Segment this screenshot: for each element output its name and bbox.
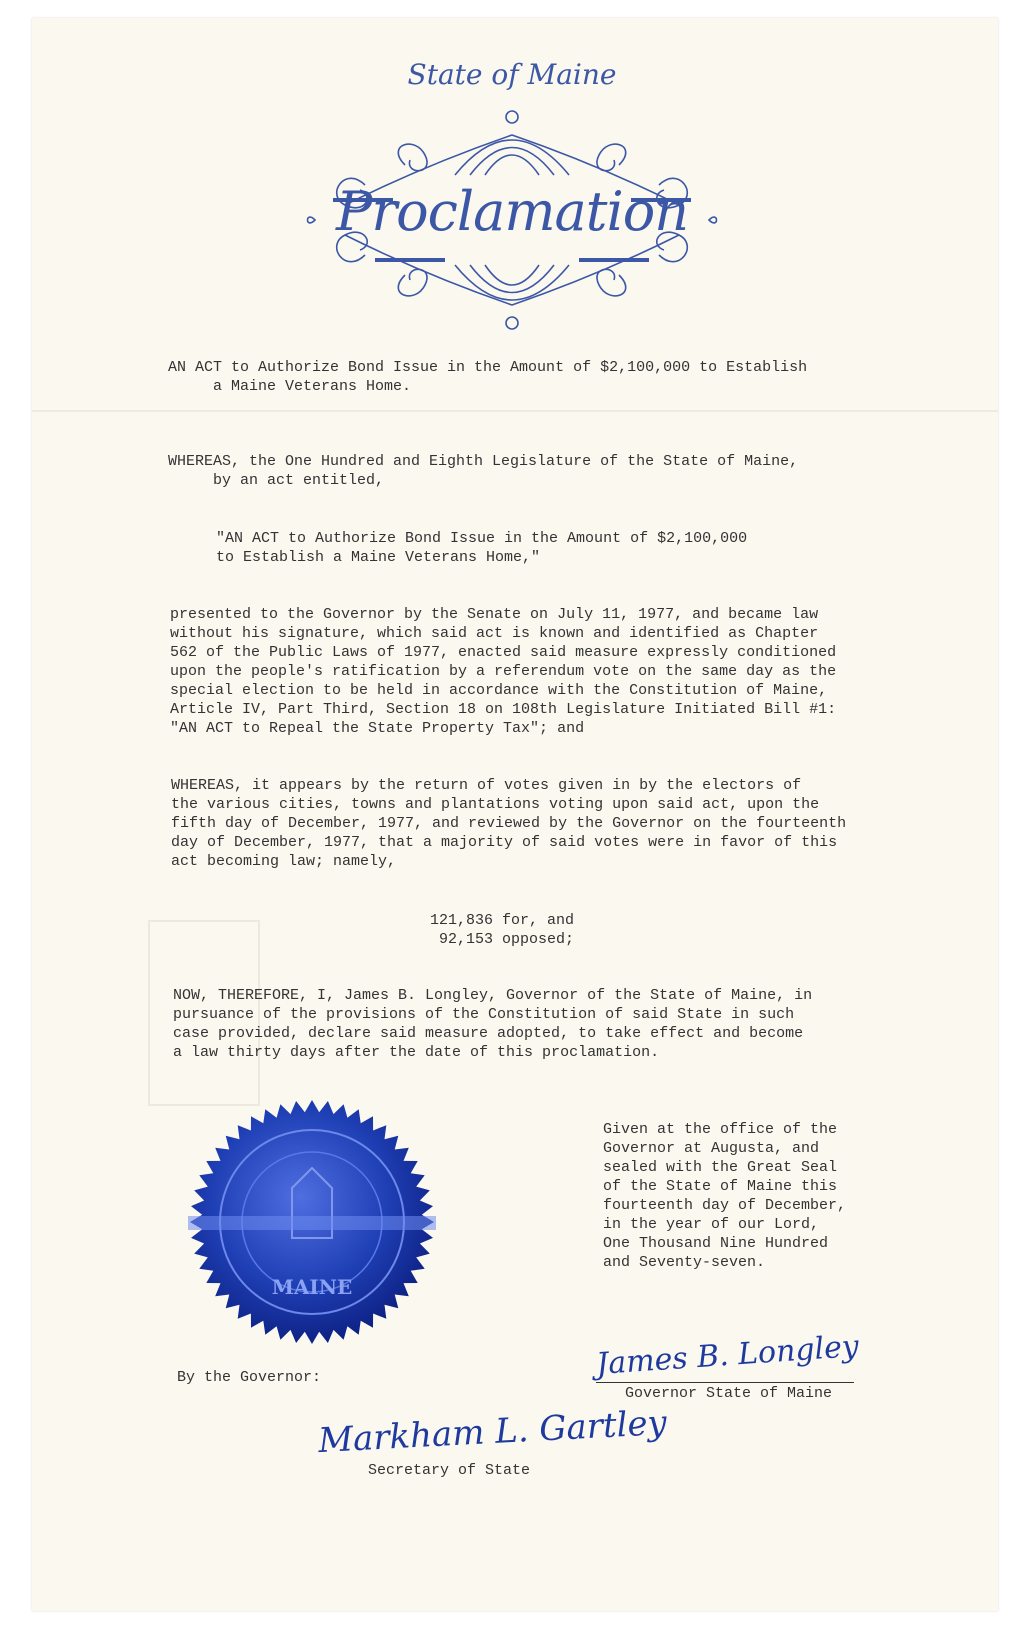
secretary-signature: Markham L. Gartley	[317, 1402, 668, 1462]
governor-signature-line	[596, 1382, 854, 1383]
governor-title: Governor State of Maine	[625, 1385, 833, 1402]
proclamation-title: Proclamation	[335, 180, 689, 243]
votes-for: 121,836 for, and	[430, 912, 575, 929]
whereas-legislature-paragraph: WHEREAS, the One Hundred and Eighth Legislature of the State of Maine, by an act entitled,	[168, 453, 799, 489]
secretary-title: Secretary of State	[368, 1462, 531, 1479]
governor-signature: James B. Longley	[595, 1328, 860, 1383]
quoted-act-title: "AN ACT to Authorize Bond Issue in the Amount of $2,100,000 to Establish a Maine Veterans Home,"	[216, 530, 748, 566]
by-the-governor-label: By the Governor:	[177, 1369, 322, 1386]
votes-opposed: 92,153 opposed;	[430, 931, 575, 948]
great-seal-icon	[188, 1098, 436, 1346]
act-title: AN ACT to Authorize Bond Issue in the Amount of $2,100,000 to Establish a Maine Veterans Home.	[168, 359, 808, 395]
given-at-paragraph: Given at the office of the Governor at Augusta, and sealed with the Great Seal of the State of Maine this fourteenth day of December, in the year of our Lord, One Thousand Nine Hundred and Seventy-seven.	[603, 1121, 847, 1271]
paper-fold-line	[32, 410, 998, 412]
presented-paragraph: presented to the Governor by the Senate on July 11, 1977, and became law without his signature, which said act is known and identified as Chapter 562 of the Public Laws of 1977, enacted said measure expressly conditioned upon the people's ratification by a referendum vote on the same day as the special election to be held in accordance with the Constitution of Maine, Article IV, Part Third, Section 18 on 108th Legislature Initiated Bill #1: "AN ACT to Repeal the State Property Tax"; and	[170, 606, 837, 737]
now-therefore-paragraph: NOW, THEREFORE, I, James B. Longley, Governor of the State of Maine, in pursuance of the provisions of the Constitution of said State in such case provided, declare said measure adopted, to take effect and become a law thirty days after the date of this proclamation.	[173, 987, 813, 1061]
whereas-votes-paragraph: WHEREAS, it appears by the return of votes given in by the electors of the various cities, towns and plantations voting upon said act, upon the fifth day of December, 1977, and reviewed by the Governor on the fourteenth day of December, 1977, that a majority of said votes were in favor of this act becoming law; namely,	[171, 777, 847, 870]
state-of-maine-heading: State of Maine	[407, 58, 617, 91]
seal-maine-text: MAINE	[271, 1275, 353, 1299]
